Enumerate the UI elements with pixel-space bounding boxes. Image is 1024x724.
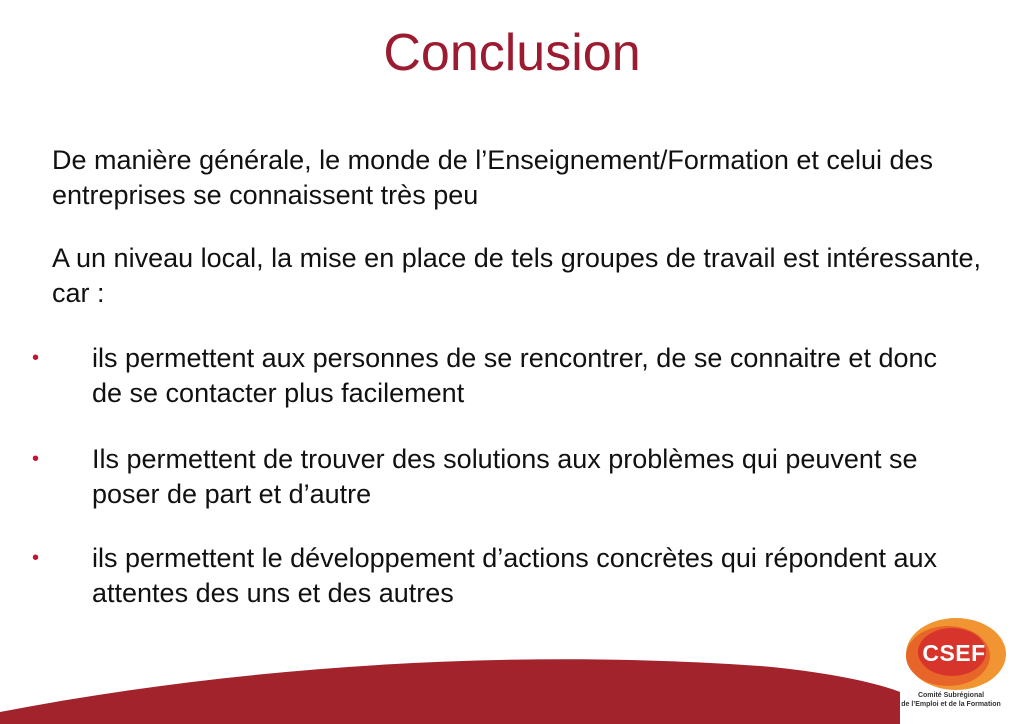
logo-subtitle [901, 691, 1001, 709]
logo-subtitle-line1: Comité Subrégional [917, 692, 985, 699]
decorative-wave [0, 644, 1024, 724]
bullet-icon: • [32, 547, 40, 569]
wave-shape [0, 659, 900, 724]
bullet-icon: • [32, 347, 40, 369]
paragraph-general: De manière générale, le monde de l’Enseignement/Formation et celui des entreprises se connaissent très peu [52, 145, 933, 210]
slide-title: Conclusion [383, 24, 641, 82]
bullet-text: ils permettent le développement d’actions concrètes qui répondent aux attentes des uns et des autres [92, 543, 938, 608]
logo-wordmark: CSEF [922, 640, 986, 666]
paragraph-local: A un niveau local, la mise en place de tels groupes de travail est intéressante, car : [52, 243, 982, 308]
bullet-icon: • [32, 448, 40, 470]
bullet-text: ils permettent aux personnes de se rencontrer, de se connaitre et donc de se contacter plus facilement [92, 343, 938, 408]
logo-subtitle-line2: de l’Emploi et de la Formation [901, 701, 1001, 708]
bullet-text: Ils permettent de trouver des solutions aux problèmes qui peuvent se poser de part et d’autre [92, 444, 918, 509]
